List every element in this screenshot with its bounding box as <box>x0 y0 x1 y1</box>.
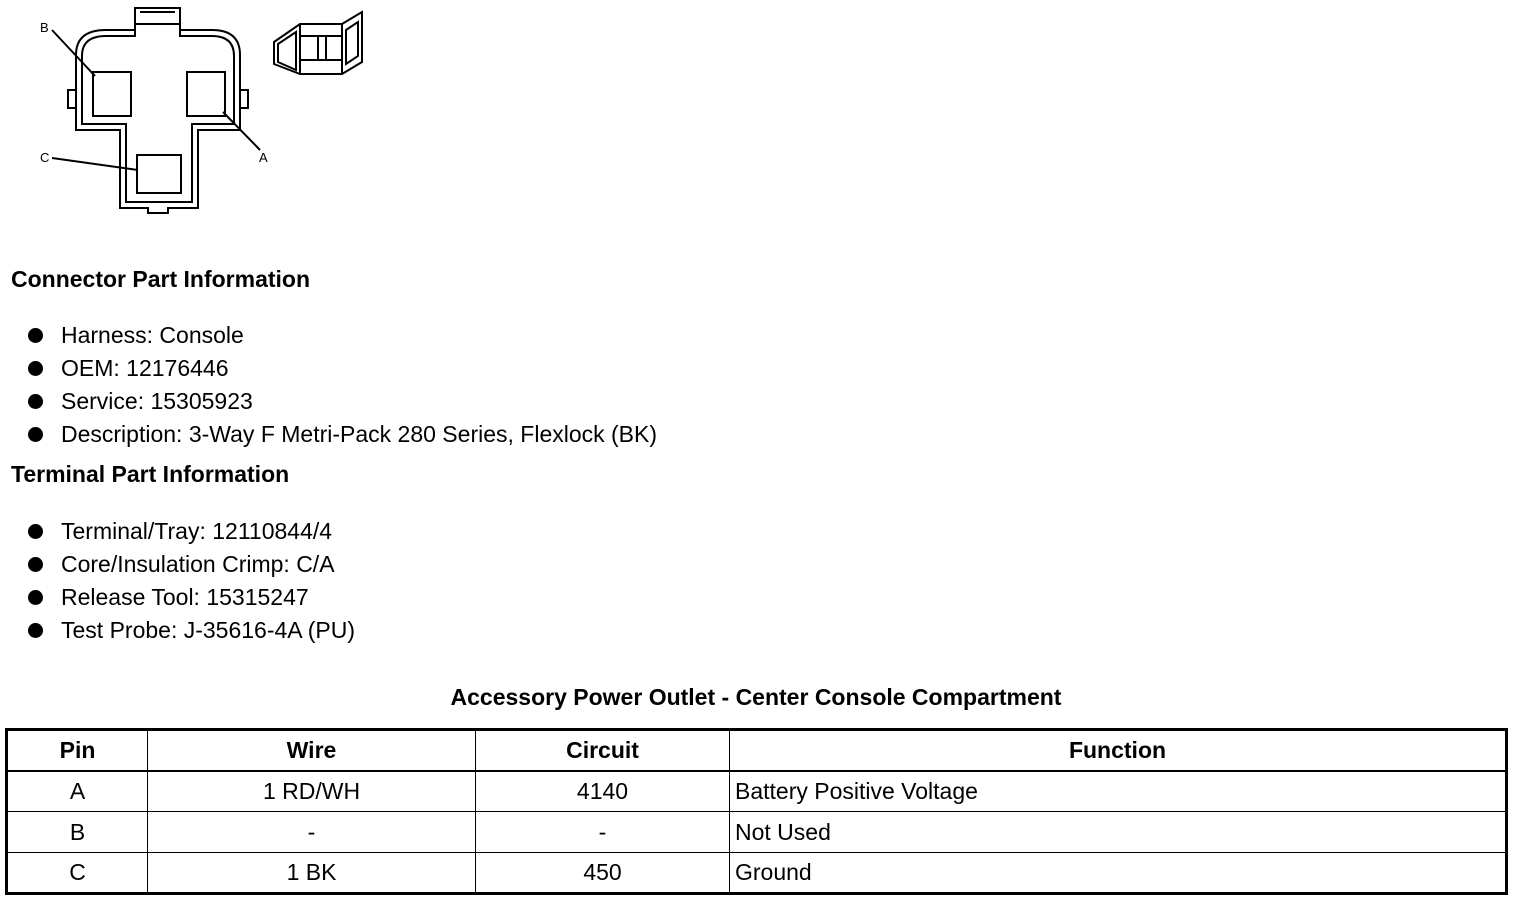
diagram-label-a: A <box>259 150 268 165</box>
cell-wire: 1 RD/WH <box>148 771 476 812</box>
header-pin: Pin <box>7 730 148 771</box>
list-item: Test Probe: J-35616-4A (PU) <box>28 615 355 648</box>
connector-housing-outline <box>68 8 248 213</box>
list-item: OEM: 12176446 <box>28 353 657 386</box>
cell-pin: C <box>7 853 148 894</box>
list-item: Terminal/Tray: 12110844/4 <box>28 516 355 549</box>
cell-wire: - <box>148 812 476 853</box>
connector-part-info-heading: Connector Part Information <box>11 266 311 292</box>
connector-part-info-list <box>28 320 657 452</box>
cell-function: Battery Positive Voltage <box>730 771 1507 812</box>
bullet-icon <box>28 361 43 376</box>
list-item: Release Tool: 15315247 <box>28 582 355 615</box>
table-row <box>7 853 1507 894</box>
bullet-icon <box>28 394 43 409</box>
diagram-label-b: B <box>40 20 49 35</box>
connector-iso-view <box>274 12 362 74</box>
cell-circuit: - <box>476 812 730 853</box>
bullet-icon <box>28 557 43 572</box>
bullet-icon <box>28 590 43 605</box>
cavity-c <box>137 155 181 193</box>
connector-face-diagram <box>0 0 380 230</box>
list-item: Harness: Console <box>28 320 657 353</box>
cell-function: Not Used <box>730 812 1507 853</box>
table-row <box>7 812 1507 853</box>
table-row <box>7 771 1507 812</box>
list-item: Description: 3-Way F Metri-Pack 280 Series, Flexlock (BK) <box>28 419 657 452</box>
pin-table-title: Accessory Power Outlet - Center Console Compartment <box>450 684 1062 710</box>
terminal-part-info-list <box>28 516 355 648</box>
bullet-icon <box>28 623 43 638</box>
list-item: Core/Insulation Crimp: C/A <box>28 549 355 582</box>
bullet-icon <box>28 524 43 539</box>
cavity-b <box>93 72 131 116</box>
cell-circuit: 450 <box>476 853 730 894</box>
bullet-icon <box>28 427 43 442</box>
cell-pin: B <box>7 812 148 853</box>
pin-table <box>5 728 1508 895</box>
terminal-part-info-heading: Terminal Part Information <box>11 461 290 487</box>
cell-pin: A <box>7 771 148 812</box>
bullet-icon <box>28 328 43 343</box>
cell-circuit: 4140 <box>476 771 730 812</box>
cavity-a <box>187 72 225 116</box>
table-header-row <box>7 730 1507 771</box>
connector-housing-inner <box>82 24 234 202</box>
list-item: Service: 15305923 <box>28 386 657 419</box>
header-circuit: Circuit <box>476 730 730 771</box>
diagram-label-c: C <box>40 150 50 165</box>
header-function: Function <box>730 730 1507 771</box>
cell-function: Ground <box>730 853 1507 894</box>
header-wire: Wire <box>148 730 476 771</box>
cell-wire: 1 BK <box>148 853 476 894</box>
